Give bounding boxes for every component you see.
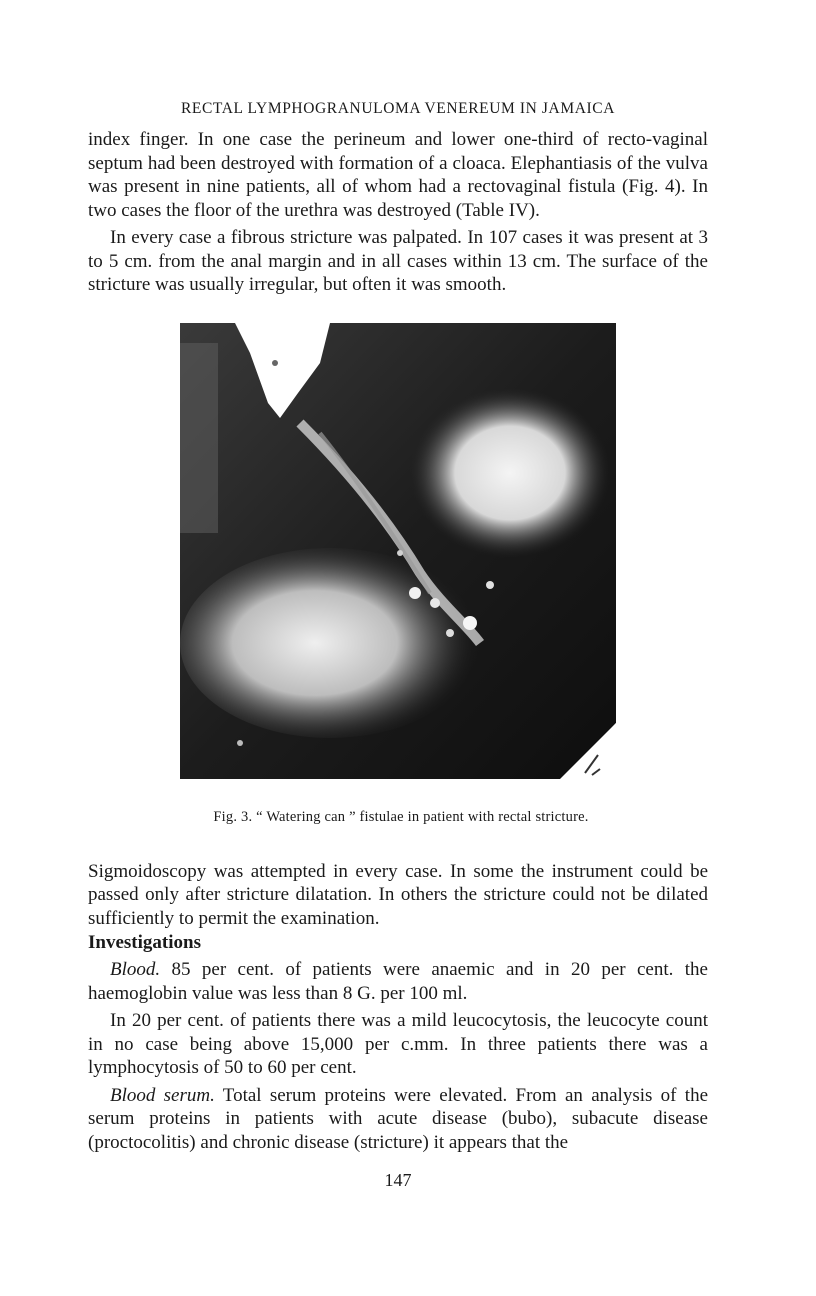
paragraph-blood-text: 85 per cent. of patients were anaemic and in 20 per cent. the haemoglobin value was less than 8 G. per 100 ml. (88, 959, 708, 1004)
figure-caption: Fig. 3. “ Watering can ” fistulae in patient with rectal stricture. (213, 808, 589, 825)
run-in-label-blood: Blood. (110, 959, 161, 980)
paragraph-sigmoidoscopy: Sigmoidoscopy was attempted in every case. In some the instrument could be passed only after stricture dilatation. In others the stricture could not be dilated sufficiently to permit the examination. (88, 860, 708, 929)
running-head: RECTAL LYMPHOGRANULOMA VENEREUM IN JAMAICA (180, 100, 616, 117)
paragraph-stricture: In every case a fibrous stricture was palpated. In 107 cases it was present at 3 to 5 cm. from the anal margin and in all cases within 13 cm. The surface of the stricture was usually irregular, but often it was smooth. (88, 227, 708, 295)
paragraph-leucocytosis: In 20 per cent. of patients there was a mild leucocytosis, the leucocyte count in no case being above 15,000 per c.mm. In three patients there was a lymphocytosis of 50 to 60 per cent. (88, 1010, 708, 1078)
section-heading-investigations: Investigations (88, 932, 201, 953)
figure-photograph (180, 323, 616, 783)
paragraph-blood (88, 958, 708, 1005)
photo-watering-can-fistulae (180, 323, 616, 783)
paragraph-blood-serum-text: Total serum proteins were elevated. From an analysis of the serum proteins in patients with acute disease (bubo), subacute disease (proctocolitis) and chronic disease (stricture) it appears that the (88, 1084, 708, 1153)
paragraph-blood-serum (88, 1084, 708, 1155)
run-in-label-blood-serum: Blood serum. (110, 1084, 215, 1106)
page (88, 100, 708, 1191)
paragraph-index-finger: index finger. In one case the perineum and lower one-third of recto-vaginal septum had been destroyed with formation of a cloaca. Elephantiasis of the vulva was present in nine patients, all of whom had a rectovaginal fistula (Fig. 4). In two cases the floor of the urethra was destroyed (Table IV). (88, 129, 708, 221)
page-number: 147 (384, 1170, 412, 1190)
